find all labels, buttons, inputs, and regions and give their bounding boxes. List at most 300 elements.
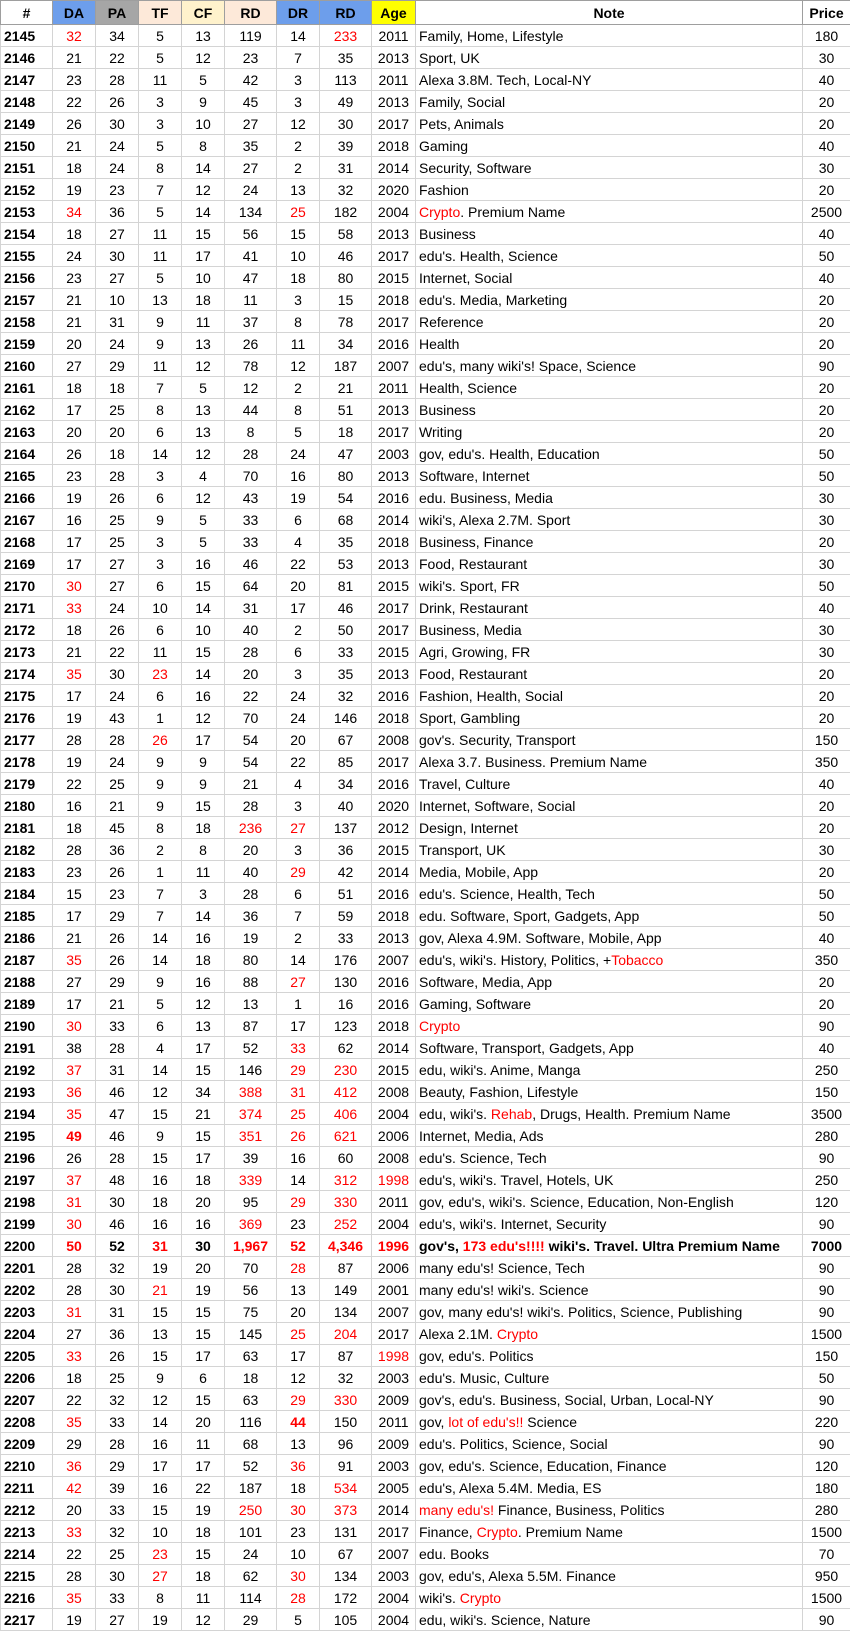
cell-da[interactable]: 31 (53, 1191, 96, 1213)
cell-dr[interactable]: 14 (277, 949, 320, 971)
cell-price[interactable]: 90 (803, 1213, 850, 1235)
cell-dr[interactable]: 28 (277, 1587, 320, 1609)
cell-price[interactable]: 50 (803, 883, 850, 905)
cell-rd-2[interactable]: 204 (320, 1323, 372, 1345)
cell-rd-2[interactable]: 39 (320, 135, 372, 157)
cell-tf[interactable]: 15 (139, 1147, 182, 1169)
cell-age[interactable]: 2013 (372, 663, 416, 685)
cell-cf[interactable]: 13 (182, 25, 225, 47)
cell-dr[interactable]: 6 (277, 883, 320, 905)
cell-cf[interactable]: 13 (182, 399, 225, 421)
cell-id[interactable]: 2160 (1, 355, 53, 377)
cell-dr[interactable]: 10 (277, 245, 320, 267)
cell-tf[interactable]: 13 (139, 289, 182, 311)
cell-price[interactable]: 150 (803, 1345, 850, 1367)
cell-age[interactable]: 2018 (372, 135, 416, 157)
cell-da[interactable]: 42 (53, 1477, 96, 1499)
cell-note[interactable] (416, 1235, 803, 1257)
cell-pa[interactable]: 30 (96, 1279, 139, 1301)
cell-age[interactable]: 2015 (372, 839, 416, 861)
cell-pa[interactable]: 33 (96, 1015, 139, 1037)
cell-pa[interactable]: 24 (96, 685, 139, 707)
cell-price[interactable]: 120 (803, 1455, 850, 1477)
cell-note[interactable]: gov, edu's. Health, Education (416, 443, 803, 465)
cell-rd-2[interactable]: 105 (320, 1609, 372, 1631)
cell-rd-2[interactable]: 62 (320, 1037, 372, 1059)
cell-dr[interactable]: 20 (277, 1301, 320, 1323)
cell-cf[interactable]: 14 (182, 905, 225, 927)
cell-rd-2[interactable]: 51 (320, 883, 372, 905)
cell-note[interactable]: Transport, UK (416, 839, 803, 861)
cell-age[interactable]: 2004 (372, 201, 416, 223)
cell-da[interactable]: 30 (53, 1213, 96, 1235)
cell-dr[interactable]: 19 (277, 487, 320, 509)
cell-age[interactable]: 2015 (372, 267, 416, 289)
cell-cf[interactable]: 17 (182, 1455, 225, 1477)
cell-pa[interactable]: 32 (96, 1521, 139, 1543)
cell-da[interactable]: 18 (53, 223, 96, 245)
cell-da[interactable]: 17 (53, 399, 96, 421)
cell-rd-2[interactable]: 230 (320, 1059, 372, 1081)
cell-dr[interactable]: 18 (277, 1477, 320, 1499)
cell-rd-2[interactable]: 59 (320, 905, 372, 927)
cell-rd-2[interactable]: 252 (320, 1213, 372, 1235)
cell-rd[interactable]: 80 (225, 949, 277, 971)
cell-pa[interactable]: 24 (96, 135, 139, 157)
cell-id[interactable]: 2201 (1, 1257, 53, 1279)
cell-da[interactable]: 33 (53, 1521, 96, 1543)
cell-id[interactable]: 2207 (1, 1389, 53, 1411)
cell-da[interactable]: 38 (53, 1037, 96, 1059)
cell-rd[interactable]: 78 (225, 355, 277, 377)
cell-age[interactable]: 2013 (372, 223, 416, 245)
cell-dr[interactable]: 3 (277, 839, 320, 861)
cell-id[interactable]: 2177 (1, 729, 53, 751)
cell-rd[interactable]: 24 (225, 179, 277, 201)
cell-tf[interactable]: 1 (139, 707, 182, 729)
cell-tf[interactable]: 8 (139, 157, 182, 179)
cell-price[interactable]: 40 (803, 927, 850, 949)
cell-dr[interactable]: 5 (277, 1609, 320, 1631)
cell-pa[interactable]: 23 (96, 179, 139, 201)
cell-age[interactable]: 2007 (372, 355, 416, 377)
header-age[interactable]: Age (372, 1, 416, 25)
cell-tf[interactable]: 5 (139, 267, 182, 289)
cell-cf[interactable]: 16 (182, 927, 225, 949)
cell-pa[interactable]: 30 (96, 663, 139, 685)
cell-id[interactable]: 2190 (1, 1015, 53, 1037)
cell-pa[interactable]: 33 (96, 1411, 139, 1433)
cell-cf[interactable]: 5 (182, 377, 225, 399)
cell-age[interactable]: 2011 (372, 1411, 416, 1433)
cell-note[interactable]: many edu's! wiki's. Science (416, 1279, 803, 1301)
cell-note[interactable]: edu's. Politics, Science, Social (416, 1433, 803, 1455)
cell-cf[interactable]: 17 (182, 729, 225, 751)
cell-tf[interactable]: 5 (139, 201, 182, 223)
cell-cf[interactable]: 12 (182, 993, 225, 1015)
cell-rd[interactable]: 20 (225, 839, 277, 861)
cell-price[interactable]: 20 (803, 707, 850, 729)
cell-rd[interactable]: 87 (225, 1015, 277, 1037)
cell-rd-2[interactable]: 134 (320, 1301, 372, 1323)
cell-age[interactable]: 2003 (372, 443, 416, 465)
cell-rd[interactable]: 45 (225, 91, 277, 113)
cell-price[interactable]: 90 (803, 1609, 850, 1631)
header-dr[interactable]: DR (277, 1, 320, 25)
cell-da[interactable]: 35 (53, 1103, 96, 1125)
cell-age[interactable]: 2004 (372, 1103, 416, 1125)
cell-pa[interactable]: 31 (96, 311, 139, 333)
cell-pa[interactable]: 47 (96, 1103, 139, 1125)
cell-cf[interactable]: 21 (182, 1103, 225, 1125)
cell-price[interactable]: 40 (803, 267, 850, 289)
cell-age[interactable]: 2016 (372, 487, 416, 509)
cell-rd-2[interactable]: 30 (320, 113, 372, 135)
cell-rd[interactable]: 31 (225, 597, 277, 619)
cell-price[interactable]: 20 (803, 861, 850, 883)
cell-rd-2[interactable]: 49 (320, 91, 372, 113)
cell-rd-2[interactable]: 32 (320, 179, 372, 201)
cell-rd[interactable]: 27 (225, 113, 277, 135)
cell-dr[interactable]: 13 (277, 179, 320, 201)
cell-da[interactable]: 21 (53, 927, 96, 949)
cell-cf[interactable]: 16 (182, 971, 225, 993)
cell-cf[interactable]: 9 (182, 91, 225, 113)
cell-price[interactable]: 90 (803, 1279, 850, 1301)
cell-tf[interactable]: 23 (139, 663, 182, 685)
cell-rd[interactable]: 23 (225, 47, 277, 69)
cell-pa[interactable]: 31 (96, 1301, 139, 1323)
cell-dr[interactable]: 20 (277, 575, 320, 597)
cell-da[interactable]: 33 (53, 1345, 96, 1367)
cell-age[interactable]: 2011 (372, 377, 416, 399)
cell-dr[interactable]: 4 (277, 773, 320, 795)
cell-rd-2[interactable]: 312 (320, 1169, 372, 1191)
cell-price[interactable]: 1500 (803, 1521, 850, 1543)
cell-id[interactable]: 2147 (1, 69, 53, 91)
header-pa[interactable]: PA (96, 1, 139, 25)
cell-da[interactable]: 18 (53, 619, 96, 641)
cell-rd-2[interactable]: 80 (320, 267, 372, 289)
cell-id[interactable]: 2171 (1, 597, 53, 619)
cell-tf[interactable]: 16 (139, 1169, 182, 1191)
cell-rd-2[interactable]: 406 (320, 1103, 372, 1125)
cell-id[interactable]: 2146 (1, 47, 53, 69)
cell-da[interactable]: 36 (53, 1455, 96, 1477)
cell-rd[interactable]: 28 (225, 443, 277, 465)
cell-pa[interactable]: 24 (96, 751, 139, 773)
cell-id[interactable]: 2156 (1, 267, 53, 289)
cell-tf[interactable]: 7 (139, 179, 182, 201)
cell-da[interactable]: 28 (53, 1257, 96, 1279)
cell-price[interactable]: 50 (803, 443, 850, 465)
cell-da[interactable]: 19 (53, 487, 96, 509)
cell-price[interactable]: 20 (803, 179, 850, 201)
cell-rd[interactable]: 52 (225, 1455, 277, 1477)
cell-rd[interactable]: 146 (225, 1059, 277, 1081)
cell-pa[interactable]: 27 (96, 267, 139, 289)
cell-cf[interactable]: 15 (182, 1301, 225, 1323)
cell-cf[interactable]: 15 (182, 1323, 225, 1345)
cell-price[interactable]: 20 (803, 113, 850, 135)
cell-age[interactable]: 2015 (372, 1059, 416, 1081)
cell-rd[interactable]: 134 (225, 201, 277, 223)
cell-rd-2[interactable]: 330 (320, 1389, 372, 1411)
cell-tf[interactable]: 12 (139, 1081, 182, 1103)
cell-rd-2[interactable]: 53 (320, 553, 372, 575)
cell-pa[interactable]: 27 (96, 223, 139, 245)
cell-pa[interactable]: 18 (96, 443, 139, 465)
cell-pa[interactable]: 25 (96, 531, 139, 553)
cell-cf[interactable]: 14 (182, 597, 225, 619)
cell-rd-2[interactable]: 172 (320, 1587, 372, 1609)
cell-price[interactable]: 7000 (803, 1235, 850, 1257)
cell-pa[interactable]: 33 (96, 1587, 139, 1609)
cell-cf[interactable]: 12 (182, 707, 225, 729)
cell-dr[interactable]: 30 (277, 1499, 320, 1521)
cell-note[interactable]: Business (416, 223, 803, 245)
cell-dr[interactable]: 25 (277, 201, 320, 223)
cell-pa[interactable]: 20 (96, 421, 139, 443)
cell-age[interactable]: 2003 (372, 1367, 416, 1389)
cell-price[interactable]: 180 (803, 25, 850, 47)
cell-age[interactable]: 2008 (372, 1081, 416, 1103)
cell-price[interactable]: 20 (803, 531, 850, 553)
cell-age[interactable]: 2017 (372, 113, 416, 135)
cell-rd[interactable]: 11 (225, 289, 277, 311)
cell-tf[interactable]: 27 (139, 1565, 182, 1587)
cell-dr[interactable]: 24 (277, 685, 320, 707)
cell-cf[interactable]: 34 (182, 1081, 225, 1103)
cell-rd[interactable]: 40 (225, 861, 277, 883)
cell-age[interactable]: 2018 (372, 289, 416, 311)
cell-da[interactable]: 22 (53, 1389, 96, 1411)
cell-id[interactable]: 2180 (1, 795, 53, 817)
cell-cf[interactable]: 12 (182, 443, 225, 465)
cell-id[interactable]: 2165 (1, 465, 53, 487)
cell-id[interactable]: 2152 (1, 179, 53, 201)
cell-da[interactable]: 22 (53, 1543, 96, 1565)
cell-tf[interactable]: 14 (139, 443, 182, 465)
cell-rd[interactable]: 56 (225, 223, 277, 245)
cell-dr[interactable]: 31 (277, 1081, 320, 1103)
cell-rd[interactable]: 8 (225, 421, 277, 443)
cell-rd[interactable]: 54 (225, 751, 277, 773)
cell-pa[interactable]: 28 (96, 1037, 139, 1059)
cell-id[interactable]: 2202 (1, 1279, 53, 1301)
cell-tf[interactable]: 3 (139, 91, 182, 113)
cell-pa[interactable]: 30 (96, 113, 139, 135)
cell-age[interactable]: 2001 (372, 1279, 416, 1301)
cell-da[interactable]: 19 (53, 751, 96, 773)
cell-note[interactable]: Internet, Software, Social (416, 795, 803, 817)
cell-pa[interactable]: 26 (96, 619, 139, 641)
cell-tf[interactable]: 9 (139, 971, 182, 993)
cell-tf[interactable]: 17 (139, 1455, 182, 1477)
cell-tf[interactable]: 31 (139, 1235, 182, 1257)
cell-tf[interactable]: 16 (139, 1213, 182, 1235)
cell-price[interactable]: 50 (803, 905, 850, 927)
cell-note[interactable]: gov, edu's, wiki's. Science, Education, Non-English (416, 1191, 803, 1213)
cell-id[interactable]: 2169 (1, 553, 53, 575)
cell-rd-2[interactable]: 32 (320, 1367, 372, 1389)
cell-da[interactable]: 30 (53, 575, 96, 597)
cell-age[interactable]: 2013 (372, 47, 416, 69)
cell-da[interactable]: 19 (53, 707, 96, 729)
cell-note[interactable]: Family, Home, Lifestyle (416, 25, 803, 47)
cell-dr[interactable]: 2 (277, 135, 320, 157)
cell-rd[interactable]: 21 (225, 773, 277, 795)
cell-tf[interactable]: 14 (139, 1411, 182, 1433)
cell-price[interactable]: 50 (803, 465, 850, 487)
cell-cf[interactable]: 11 (182, 861, 225, 883)
cell-rd[interactable]: 22 (225, 685, 277, 707)
cell-da[interactable]: 37 (53, 1059, 96, 1081)
cell-dr[interactable]: 3 (277, 795, 320, 817)
cell-rd-2[interactable]: 16 (320, 993, 372, 1015)
cell-age[interactable]: 2004 (372, 1609, 416, 1631)
cell-rd-2[interactable]: 176 (320, 949, 372, 971)
cell-rd-2[interactable]: 35 (320, 531, 372, 553)
cell-tf[interactable]: 9 (139, 311, 182, 333)
cell-rd-2[interactable]: 60 (320, 1147, 372, 1169)
cell-cf[interactable]: 12 (182, 355, 225, 377)
cell-note[interactable]: Sport, Gambling (416, 707, 803, 729)
cell-da[interactable]: 17 (53, 905, 96, 927)
cell-age[interactable]: 2016 (372, 971, 416, 993)
cell-tf[interactable]: 11 (139, 641, 182, 663)
cell-age[interactable]: 2016 (372, 333, 416, 355)
cell-rd-2[interactable]: 32 (320, 685, 372, 707)
cell-rd[interactable]: 101 (225, 1521, 277, 1543)
cell-note[interactable]: edu, wiki's. Science, Nature (416, 1609, 803, 1631)
cell-price[interactable]: 70 (803, 1543, 850, 1565)
cell-tf[interactable]: 6 (139, 487, 182, 509)
cell-tf[interactable]: 9 (139, 1125, 182, 1147)
cell-rd[interactable]: 43 (225, 487, 277, 509)
cell-rd[interactable]: 28 (225, 883, 277, 905)
cell-note[interactable]: Alexa 3.8M. Tech, Local-NY (416, 69, 803, 91)
cell-age[interactable]: 2013 (372, 399, 416, 421)
cell-price[interactable]: 20 (803, 311, 850, 333)
cell-da[interactable]: 19 (53, 179, 96, 201)
cell-age[interactable]: 2016 (372, 883, 416, 905)
cell-price[interactable]: 20 (803, 817, 850, 839)
cell-price[interactable]: 150 (803, 729, 850, 751)
cell-cf[interactable]: 18 (182, 289, 225, 311)
cell-age[interactable]: 2017 (372, 751, 416, 773)
cell-rd-2[interactable]: 182 (320, 201, 372, 223)
cell-tf[interactable]: 10 (139, 597, 182, 619)
cell-tf[interactable]: 15 (139, 1301, 182, 1323)
cell-rd-2[interactable]: 80 (320, 465, 372, 487)
cell-da[interactable]: 17 (53, 553, 96, 575)
cell-cf[interactable]: 20 (182, 1411, 225, 1433)
cell-tf[interactable]: 14 (139, 949, 182, 971)
cell-tf[interactable]: 23 (139, 1543, 182, 1565)
cell-note[interactable]: many edu's! Science, Tech (416, 1257, 803, 1279)
cell-tf[interactable]: 5 (139, 25, 182, 47)
cell-rd-2[interactable]: 68 (320, 509, 372, 531)
cell-cf[interactable]: 14 (182, 201, 225, 223)
cell-da[interactable]: 33 (53, 597, 96, 619)
cell-note[interactable]: Software, Internet (416, 465, 803, 487)
cell-cf[interactable]: 6 (182, 1367, 225, 1389)
cell-rd[interactable]: 44 (225, 399, 277, 421)
cell-pa[interactable]: 31 (96, 1059, 139, 1081)
cell-note[interactable]: gov, edu's. Politics (416, 1345, 803, 1367)
cell-cf[interactable]: 15 (182, 641, 225, 663)
cell-pa[interactable]: 33 (96, 1499, 139, 1521)
cell-pa[interactable]: 22 (96, 47, 139, 69)
cell-da[interactable]: 21 (53, 311, 96, 333)
cell-cf[interactable]: 15 (182, 1389, 225, 1411)
cell-cf[interactable]: 11 (182, 1433, 225, 1455)
cell-note[interactable]: Software, Transport, Gadgets, App (416, 1037, 803, 1059)
cell-note[interactable]: Security, Software (416, 157, 803, 179)
cell-dr[interactable]: 4 (277, 531, 320, 553)
cell-rd[interactable]: 70 (225, 465, 277, 487)
cell-cf[interactable]: 11 (182, 311, 225, 333)
cell-rd[interactable]: 19 (225, 927, 277, 949)
cell-note[interactable] (416, 1587, 803, 1609)
header-rd[interactable]: RD (225, 1, 277, 25)
cell-rd[interactable]: 40 (225, 619, 277, 641)
cell-note[interactable]: Gaming (416, 135, 803, 157)
cell-note[interactable]: Sport, UK (416, 47, 803, 69)
cell-rd-2[interactable]: 18 (320, 421, 372, 443)
cell-rd-2[interactable]: 36 (320, 839, 372, 861)
cell-id[interactable]: 2159 (1, 333, 53, 355)
cell-id[interactable]: 2164 (1, 443, 53, 465)
cell-tf[interactable]: 9 (139, 333, 182, 355)
cell-id[interactable]: 2206 (1, 1367, 53, 1389)
cell-pa[interactable]: 30 (96, 1191, 139, 1213)
cell-dr[interactable]: 22 (277, 553, 320, 575)
cell-rd-2[interactable]: 96 (320, 1433, 372, 1455)
cell-rd-2[interactable]: 150 (320, 1411, 372, 1433)
cell-da[interactable]: 19 (53, 1609, 96, 1631)
cell-tf[interactable]: 14 (139, 1059, 182, 1081)
cell-age[interactable]: 2013 (372, 91, 416, 113)
cell-rd-2[interactable]: 15 (320, 289, 372, 311)
cell-rd[interactable]: 29 (225, 1609, 277, 1631)
cell-cf[interactable]: 5 (182, 509, 225, 531)
cell-rd-2[interactable]: 42 (320, 861, 372, 883)
cell-rd-2[interactable]: 81 (320, 575, 372, 597)
cell-age[interactable]: 2011 (372, 1191, 416, 1213)
cell-da[interactable]: 23 (53, 861, 96, 883)
cell-id[interactable]: 2188 (1, 971, 53, 993)
cell-id[interactable]: 2166 (1, 487, 53, 509)
cell-cf[interactable]: 20 (182, 1257, 225, 1279)
cell-pa[interactable]: 10 (96, 289, 139, 311)
cell-dr[interactable]: 17 (277, 1015, 320, 1037)
cell-rd[interactable]: 250 (225, 1499, 277, 1521)
cell-dr[interactable]: 2 (277, 619, 320, 641)
cell-cf[interactable]: 10 (182, 113, 225, 135)
header-tf[interactable]: TF (139, 1, 182, 25)
cell-cf[interactable]: 18 (182, 817, 225, 839)
cell-tf[interactable]: 13 (139, 1323, 182, 1345)
cell-pa[interactable]: 24 (96, 597, 139, 619)
cell-id[interactable]: 2162 (1, 399, 53, 421)
cell-id[interactable]: 2155 (1, 245, 53, 267)
cell-dr[interactable]: 2 (277, 927, 320, 949)
cell-price[interactable]: 150 (803, 1081, 850, 1103)
cell-age[interactable]: 2013 (372, 927, 416, 949)
cell-da[interactable]: 28 (53, 729, 96, 751)
